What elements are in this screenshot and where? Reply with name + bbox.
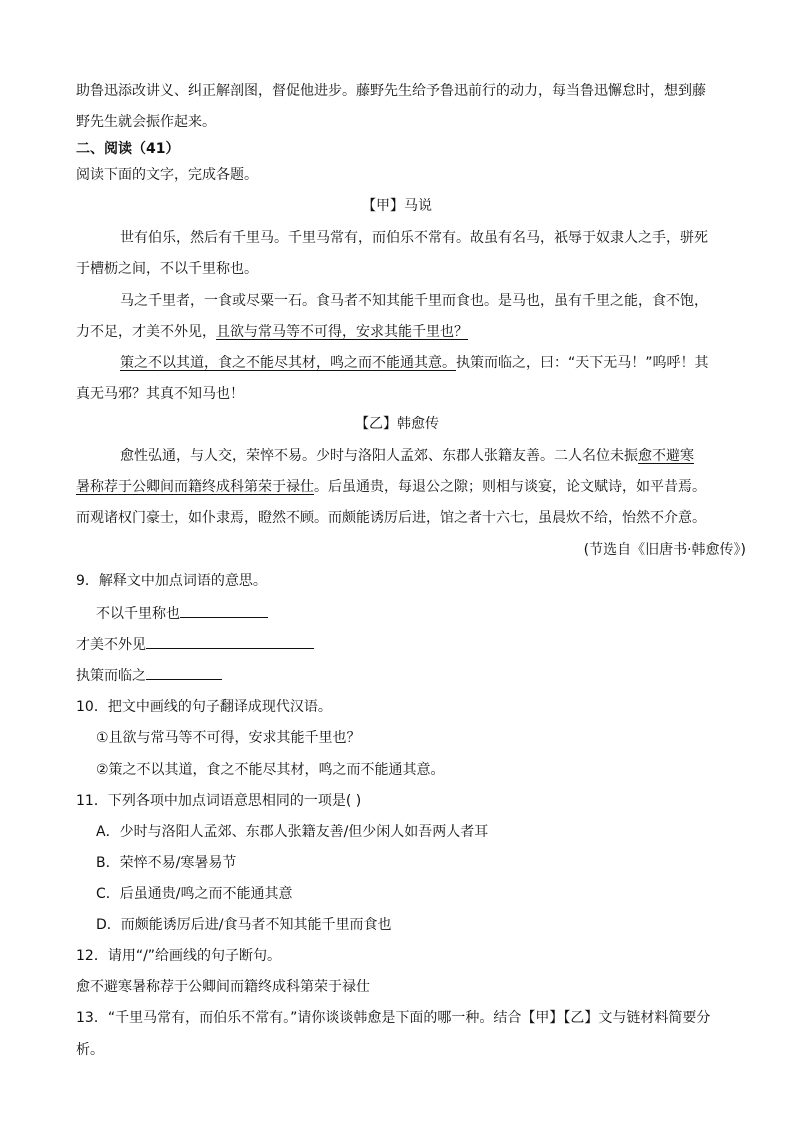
q9-item-b (76, 634, 314, 655)
passage-jia-title: 【甲】马说 (362, 198, 432, 214)
yi-line1-text: 愈性弘通，与人交，荣悴不易。少时与洛阳人孟郊、东郡人张籍友善。二人名位未振 (120, 448, 638, 464)
q9-item-c (76, 665, 222, 686)
section-heading: 二、阅读（41） (76, 141, 180, 157)
jia-p3-line1-text: 执策而临之，曰：“天下无马！”呜呼！其 (456, 355, 709, 371)
yi-line2-text: 。后虽通贵，每退公之隙；则相与谈宴，论文赋诗，如平昔焉。 (314, 479, 706, 495)
q11-option-a: A．少时与洛阳人孟郊、东郡人张籍友善/但少闲人如吾两人者耳 (96, 824, 489, 840)
underlined-sentence-3-start: 愈不避寒 (638, 448, 694, 464)
yi-line1 (120, 446, 694, 466)
jia-p2-line2-text: 力不足，才美不外见， (76, 324, 216, 340)
q9-item-a-text: 不以千里称也 (96, 606, 180, 622)
yi-line2 (76, 477, 706, 497)
q10-item-2: ②策之不以其道，食之不能尽其材，鸣之而不能通其意。 (96, 762, 445, 778)
jia-p2-line2 (76, 322, 468, 342)
jia-p2-line1: 马之千里者，一食或尽粟一石。食马者不知其能千里而食也。是马也，虽有千里之能，食不饱， (120, 293, 708, 309)
q11-option-d: D．而颇能诱厉后进/食马者不知其能千里而食也 (96, 917, 392, 933)
question-9: 9．解释文中加点词语的意思。 (76, 573, 267, 589)
jia-p3-line1 (76, 353, 709, 373)
answer-blank[interactable] (180, 603, 268, 618)
source-note: (节选自《旧唐书·韩愈传》) (583, 542, 746, 558)
question-10: 10．把文中画线的句子翻译成现代汉语。 (76, 699, 332, 715)
jia-p3-line2: 真无马邪？其真不知马也！ (76, 386, 244, 402)
q12-sentence: 愈不避寒暑称荐于公卿间而籍终成科第荣于禄仕 (76, 979, 370, 995)
answer-blank[interactable] (146, 665, 222, 680)
question-11: 11．下列各项中加点词语意思相同的一项是( ) (76, 793, 362, 809)
underlined-sentence-1: 且欲与常马等不可得，安求其能千里也？ (216, 324, 468, 340)
question-13-line2: 析。 (76, 1042, 104, 1058)
section-instruction: 阅读下面的文字，完成各题。 (76, 167, 258, 183)
carryover-line-2: 野先生就会振作起来。 (76, 114, 216, 130)
q9-item-a (96, 603, 268, 624)
q9-item-b-text: 才美不外见 (76, 637, 146, 653)
q9-item-c-text: 执策而临之 (76, 668, 146, 684)
jia-p1-line2: 于槽枥之间，不以千里称也。 (76, 261, 258, 277)
underlined-sentence-3-end: 暑称荐于公卿间而籍终成科第荣于禄仕 (76, 479, 314, 495)
answer-blank[interactable] (146, 634, 314, 649)
question-12: 12．请用“/”给画线的句子断句。 (76, 948, 282, 964)
yi-line3: 而观诸权门豪士，如仆隶焉，瞪然不顾。而颇能诱厉后进，馆之者十六七，虽晨炊不给，怡然不介意。 (76, 510, 706, 526)
passage-yi-title: 【乙】韩愈传 (355, 416, 439, 432)
q10-item-1: ①且欲与常马等不可得，安求其能千里也？ (96, 730, 361, 746)
q11-option-c: C．后虽通贵/鸣之而不能通其意 (96, 886, 293, 902)
underlined-sentence-2: 策之不以其道，食之不能尽其材，鸣之而不能通其意。 (120, 355, 456, 371)
jia-p1-line1: 世有伯乐，然后有千里马。千里马常有，而伯乐不常有。故虽有名马，祇辱于奴隶人之手，骈死 (120, 230, 708, 246)
carryover-line-1: 助鲁迅添改讲义、纠正解剖图，督促他进步。藤野先生给予鲁迅前行的动力，每当鲁迅懈怠时，想到藤 (76, 83, 706, 99)
q11-option-b: B．荣悴不易/寒暑易节 (96, 855, 237, 871)
question-13-line1: 13．“千里马常有，而伯乐不常有。”请你谈谈韩愈是下面的哪一种。结合【甲】【乙】文与链材料简要分 (76, 1010, 711, 1026)
